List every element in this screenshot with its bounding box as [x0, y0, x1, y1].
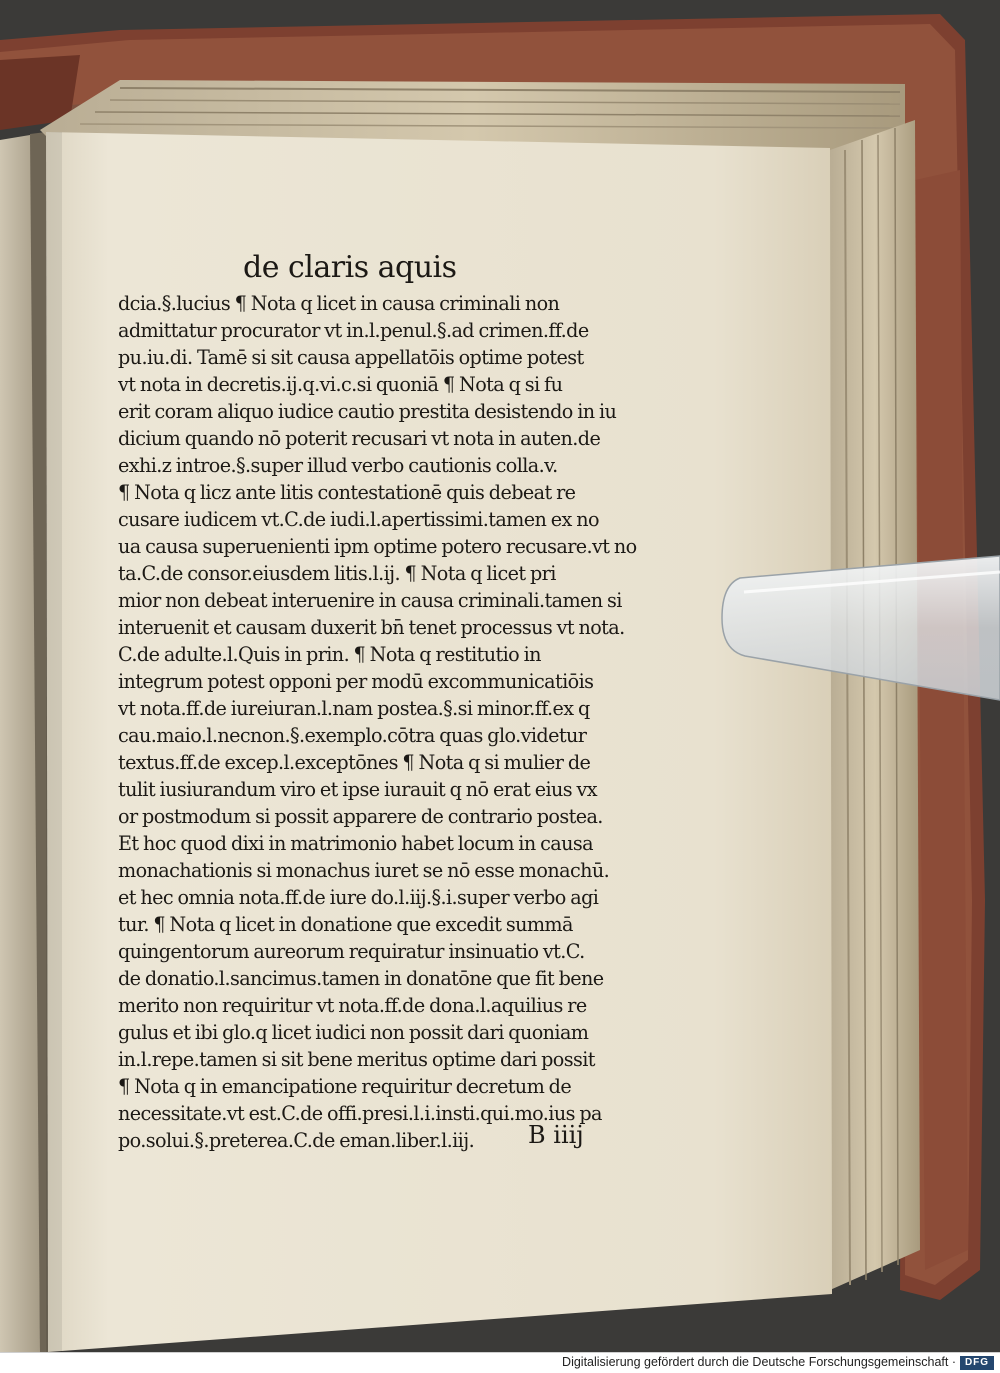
- signature-mark: B iiij: [528, 1121, 584, 1149]
- text-line: pu.iu.di. Tamē si sit causa appellatōis optime potest: [118, 346, 584, 369]
- text-line: po.solui.§.preterea.C.de eman.liber.l.iij.: [118, 1129, 475, 1152]
- text-line: necessitate.vt est.C.de offi.presi.l.i.insti.qui.mo.ius pa: [118, 1102, 602, 1125]
- text-line: Et hoc quod dixi in matrimonio habet locum in causa: [118, 832, 593, 855]
- text-line: C.de adulte.l.Quis in prin. ¶ Nota q restitutio in: [118, 643, 541, 666]
- text-line: ¶ Nota q licz ante litis contestationē quis debeat re: [118, 481, 576, 504]
- text-line: erit coram aliquo iudice cautio prestita desistendo in iu: [118, 400, 617, 423]
- text-line: cau.maio.l.necnon.§.exemplo.cōtra quas glo.videtur: [118, 724, 587, 747]
- dfg-logo: DFG: [960, 1356, 994, 1370]
- text-line: cusare iudicem vt.C.de iudi.l.apertissimi.tamen ex no: [118, 508, 599, 531]
- text-line: de donatio.l.sancimus.tamen in donatōne que fit bene: [118, 967, 604, 990]
- text-line: integrum potest opponi per modū excommunicatiōis: [118, 670, 594, 693]
- text-line: ta.C.de consor.eiusdem litis.l.ij. ¶ Nota q licet pri: [118, 562, 556, 585]
- text-line: dcia.§.lucius ¶ Nota q licet in causa criminali non: [118, 292, 560, 315]
- text-line: or postmodum si possit apparere de contrario postea.: [118, 805, 603, 828]
- running-head: de claris aquis: [243, 250, 457, 285]
- text-line: dicium quando nō poterit recusari vt nota in auten.de: [118, 427, 601, 450]
- text-line: admittatur procurator vt in.l.penul.§.ad crimen.ff.de: [118, 319, 589, 342]
- text-line: mior non debeat interuenire in causa criminali.tamen si: [118, 589, 622, 612]
- text-line: gulus et ibi glo.q licet iudici non possit dari quoniam: [118, 1021, 589, 1044]
- text-line: merito non requiritur vt nota.ff.de dona.l.aquilius re: [118, 994, 587, 1017]
- text-line: monachationis si monachus iuret se nō esse monachū.: [118, 859, 610, 882]
- text-line: tulit iusiurandum viro et ipse iurauit q nō erat eius vx: [118, 778, 598, 801]
- page-text-block: [118, 290, 666, 1154]
- text-line: et hec omnia nota.ff.de iure do.l.iij.§.i.super verbo agi: [118, 886, 599, 909]
- text-line: tur. ¶ Nota q licet in donatione que excedit summā: [118, 913, 573, 936]
- text-line: textus.ff.de excep.l.exceptōnes ¶ Nota q si mulier de: [118, 751, 591, 774]
- page-edges-right: [830, 120, 920, 1290]
- text-line: vt nota in decretis.ij.q.vi.c.si quoniā ¶ Nota q si fu: [118, 373, 563, 396]
- text-line: interuenit et causam duxerit bn̄ tenet processus vt nota.: [118, 616, 625, 639]
- text-line: in.l.repe.tamen si sit bene meritus optime dari possit: [118, 1048, 595, 1071]
- text-line: exhi.z introe.§.super illud verbo cautionis colla.v.: [118, 454, 558, 477]
- footer-credit: Digitalisierung gefördert durch die Deutsche Forschungsgemeinschaft ·: [562, 1355, 956, 1369]
- text-line: ¶ Nota q in emancipatione requiritur decretum de: [118, 1075, 572, 1098]
- footer-bar: [0, 1352, 1000, 1373]
- text-line: ua causa superuenienti ipm optime potero recusare.vt no: [118, 535, 637, 558]
- text-line: quingentorum aureorum requiratur insinuatio vt.C.: [118, 940, 585, 963]
- text-line: vt nota.ff.de iureiuran.l.nam postea.§.si minor.ff.ex q: [118, 697, 590, 720]
